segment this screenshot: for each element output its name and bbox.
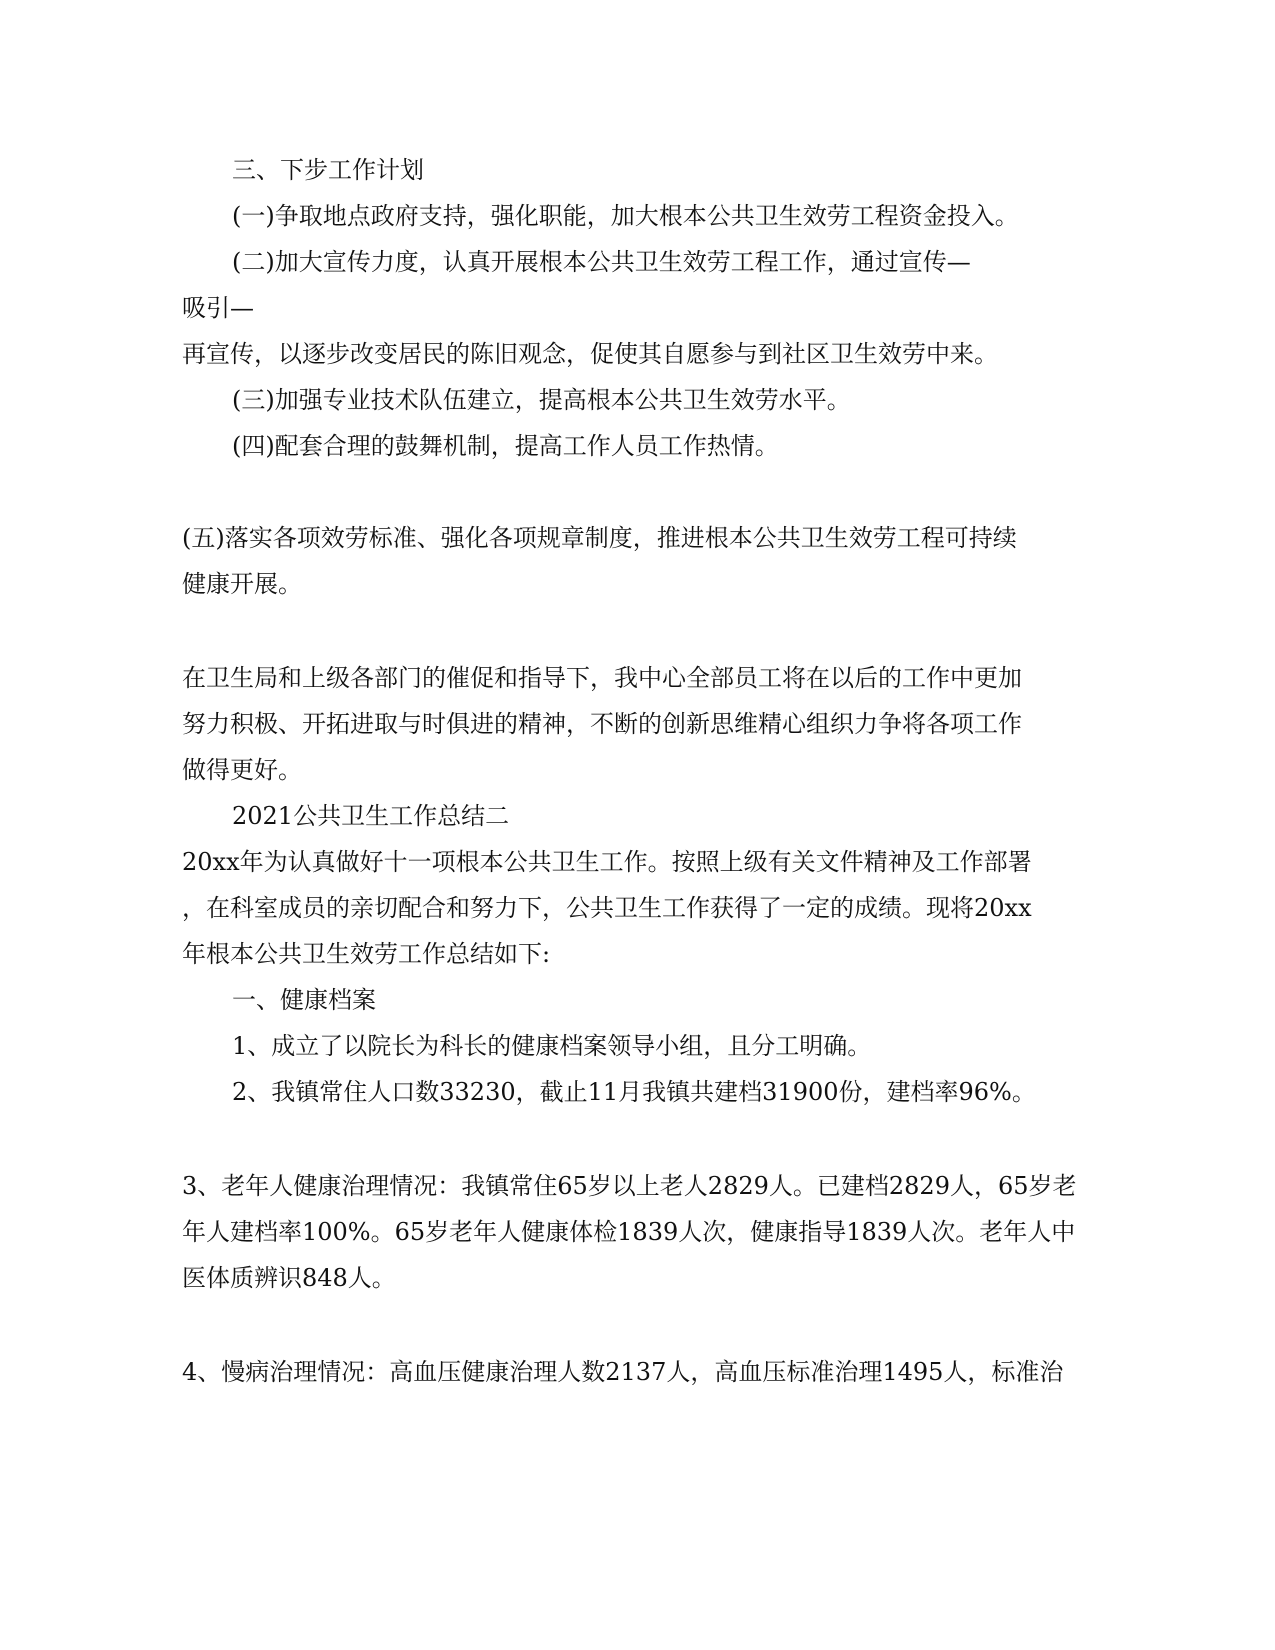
plan-item-2-cont-a: 吸引— [182,294,254,322]
records-item-4-line-1: 4、慢病治理情况：高血压健康治理人数2137人，高血压标准治理1495人，标准治 [182,1358,1064,1386]
plan-item-5: (五)落实各项效劳标准、强化各项规章制度，推进根本公共卫生效劳工程可持续 [182,524,1017,552]
records-item-1: 1、成立了以院长为科长的健康档案领导小组，且分工明确。 [232,1032,872,1060]
plan-item-2: (二)加大宣传力度，认真开展根本公共卫生效劳工程工作，通过宣传— [232,248,971,276]
closing-paragraph-line-2: 努力积极、开拓进取与时俱进的精神，不断的创新思维精心组织力争将各项工作 [182,710,1022,738]
intro-paragraph-line-3: 年根本公共卫生效劳工作总结如下: [182,940,551,968]
section-heading-health-records: 一、健康档案 [232,986,376,1014]
intro-paragraph-line-2: ，在科室成员的亲切配合和努力下，公共卫生工作获得了一定的成绩。现将20xx [182,894,1032,922]
plan-item-5-cont: 健康开展。 [182,570,302,598]
plan-item-3: (三)加强专业技术队伍建立，提高根本公共卫生效劳水平。 [232,386,851,414]
section-heading-next-steps: 三、下步工作计划 [232,156,424,184]
records-item-2: 2、我镇常住人口数33230，截止11月我镇共建档31900份，建档率96%。 [232,1078,1036,1106]
intro-paragraph-line-1: 20xx年为认真做好十一项根本公共卫生工作。按照上级有关文件精神及工作部署 [182,848,1032,876]
records-item-3-line-1: 3、老年人健康治理情况：我镇常住65岁以上老人2829人。已建档2829人，65岁老 [182,1172,1077,1200]
plan-item-1: (一)争取地点政府支持，强化职能，加大根本公共卫生效劳工程资金投入。 [232,202,1019,230]
plan-item-2-cont-b: 再宣传，以逐步改变居民的陈旧观念，促使其自愿参与到社区卫生效劳中来。 [182,340,998,368]
summary-two-title: 2021公共卫生工作总结二 [232,802,510,830]
plan-item-4: (四)配套合理的鼓舞机制，提高工作人员工作热情。 [232,432,779,460]
closing-paragraph-line-3: 做得更好。 [182,756,302,784]
closing-paragraph-line-1: 在卫生局和上级各部门的催促和指导下，我中心全部员工将在以后的工作中更加 [182,664,1022,692]
records-item-3-line-3: 医体质辨识848人。 [182,1264,396,1292]
records-item-3-line-2: 年人建档率100%。65岁老年人健康体检1839人次，健康指导1839人次。老年人中 [182,1218,1076,1246]
